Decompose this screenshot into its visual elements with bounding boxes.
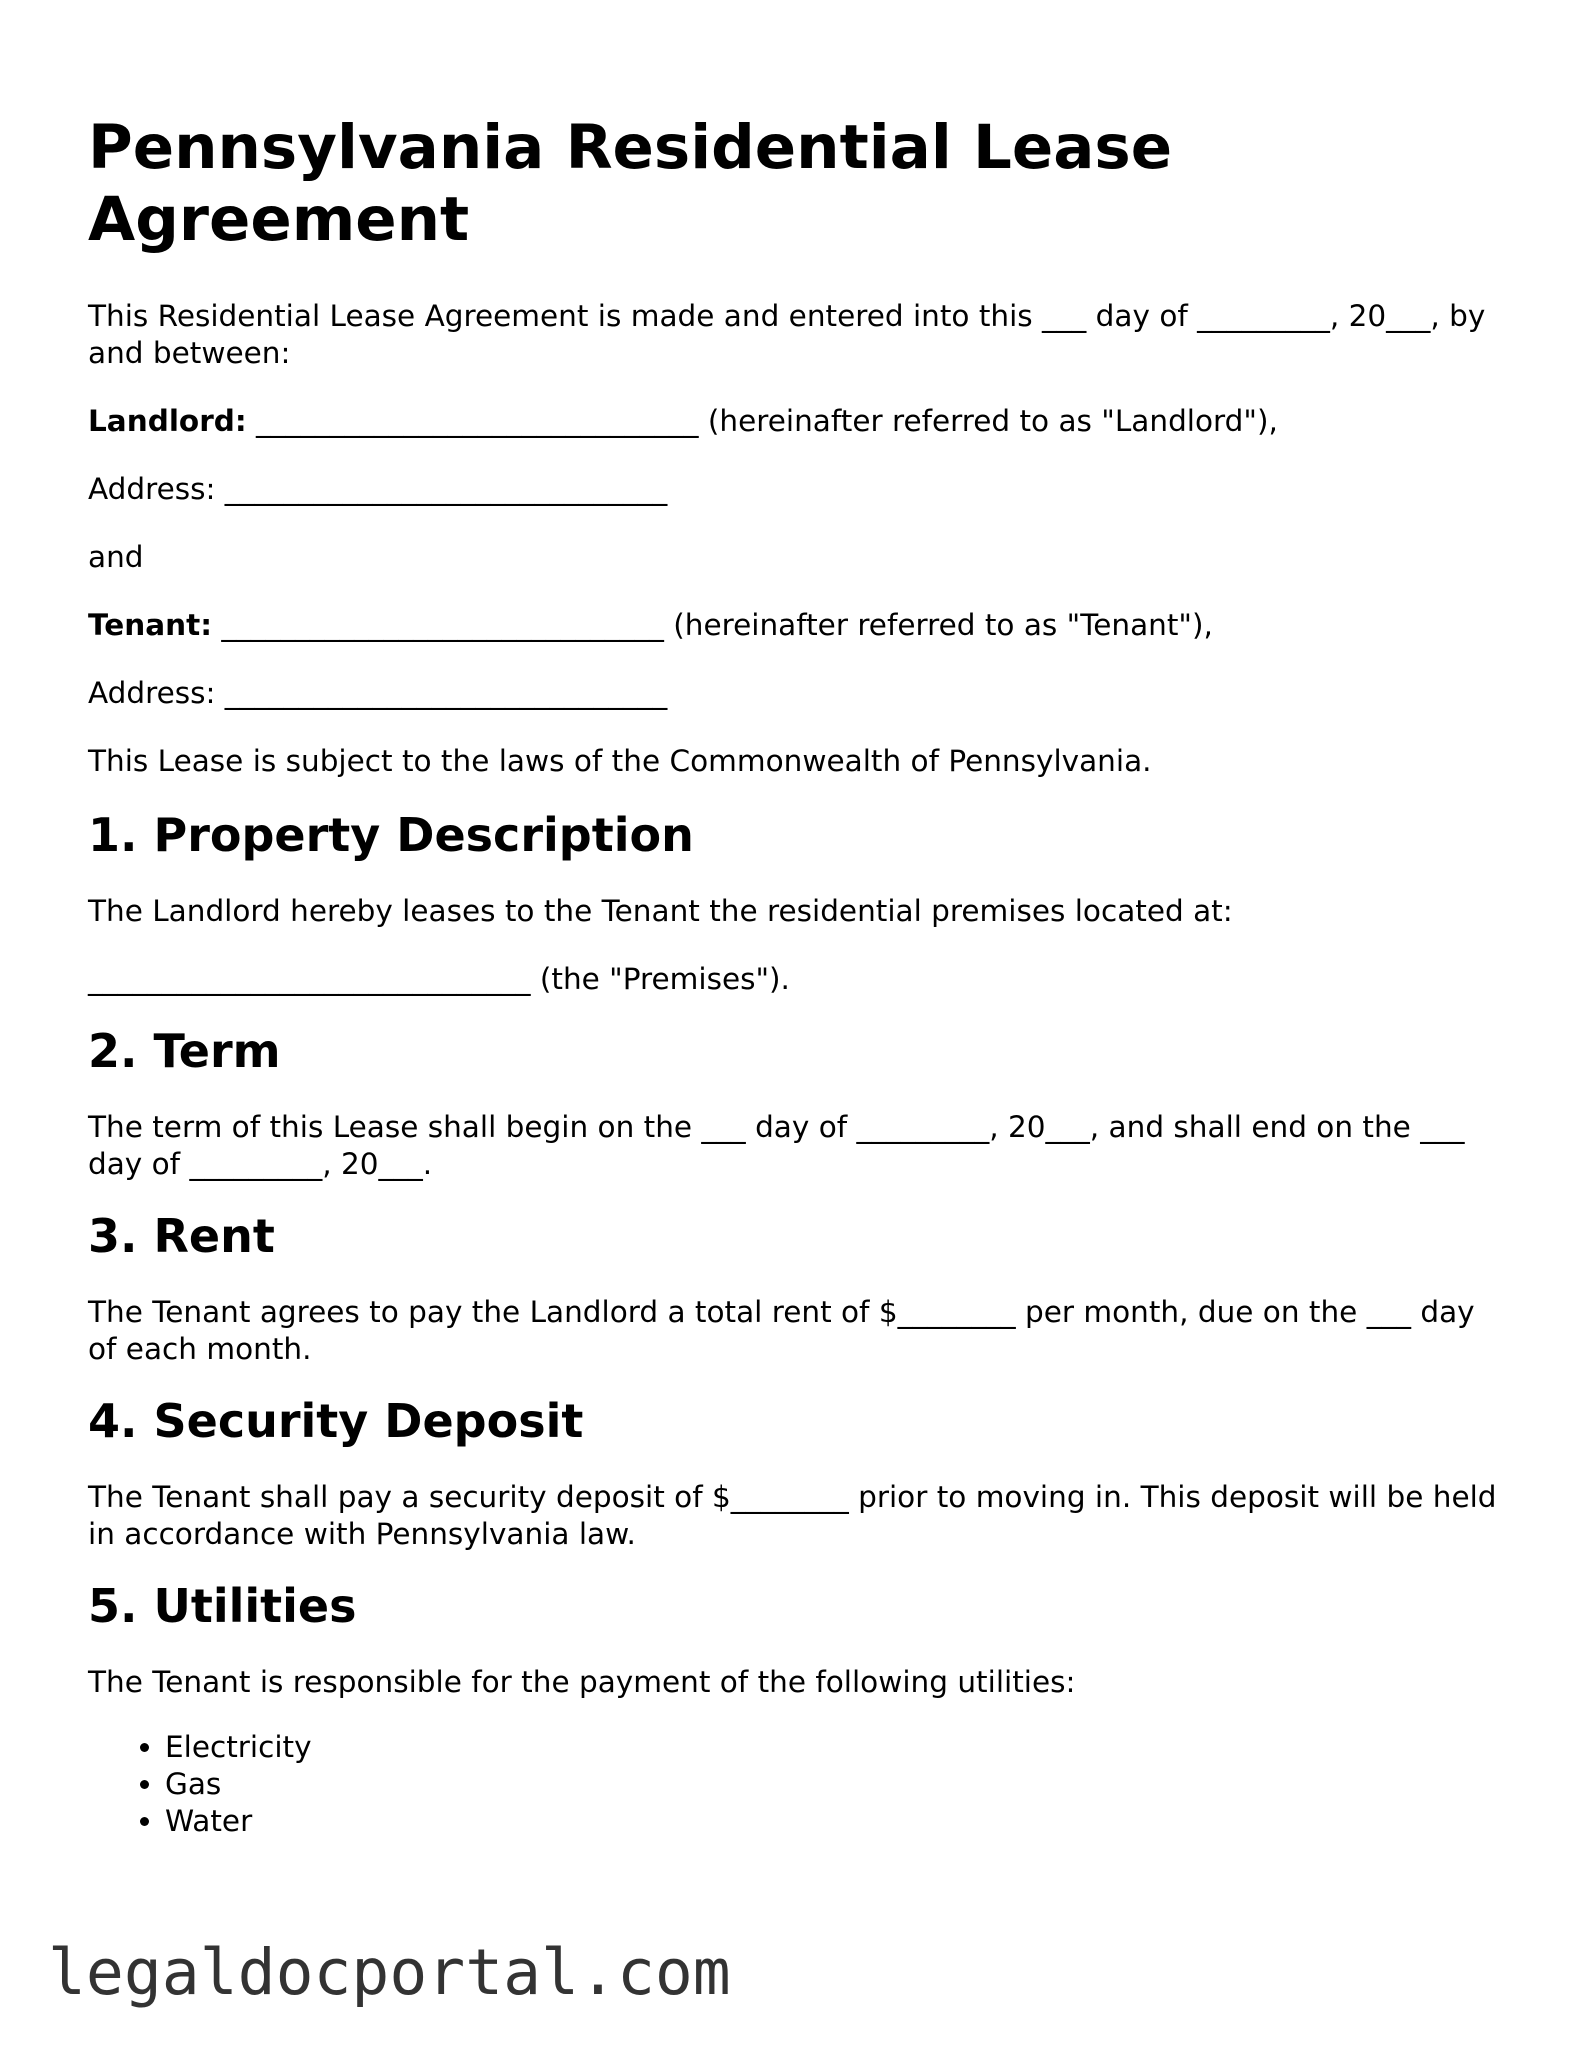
section-heading-property: 1. Property Description — [88, 808, 694, 862]
list-item: • Gas — [165, 1766, 1508, 1803]
and-line: and — [88, 540, 144, 574]
list-item: • Water — [165, 1803, 1508, 1840]
deposit-paragraph: The Tenant shall pay a security deposit of $________ prior to moving in. This deposit will be held in accordance with Pennsylvania law. — [88, 1480, 1497, 1551]
utilities-list — [88, 1729, 1508, 1840]
governing-law-paragraph: This Lease is subject to the laws of the Commonwealth of Pennsylvania. — [88, 744, 1152, 778]
landlord-label: Landlord: — [88, 404, 247, 438]
term-paragraph: The term of this Lease shall begin on the ___ day of _________, 20___, and shall end on the ___ day of _________, 20___. — [88, 1110, 1465, 1181]
intro-paragraph: This Residential Lease Agreement is made and entered into this ___ day of _________, 20___, by and between: — [88, 299, 1486, 370]
tenant-text: ______________________________ (hereinafter referred to as "Tenant"), — [212, 608, 1213, 642]
site-watermark: legaldocportal.com — [48, 1936, 731, 2009]
premises-line: ______________________________ (the "Premises"). — [88, 962, 790, 996]
document-page — [88, 112, 1508, 1840]
tenant-line — [88, 607, 1508, 644]
landlord-address-line: Address: ______________________________ — [88, 472, 668, 506]
section-heading-rent: 3. Rent — [88, 1209, 275, 1263]
tenant-label: Tenant: — [88, 608, 213, 642]
section-heading-term: 2. Term — [88, 1024, 281, 1078]
list-item: • Electricity — [165, 1729, 1508, 1766]
section-heading-utilities: 5. Utilities — [88, 1579, 357, 1633]
landlord-line — [88, 403, 1508, 440]
document-title: Pennsylvania Residential Lease Agreement — [88, 112, 1173, 255]
rent-paragraph: The Tenant agrees to pay the Landlord a total rent of $________ per month, due on the ___ day of each month. — [88, 1295, 1475, 1366]
utilities-paragraph: The Tenant is responsible for the payment of the following utilities: — [88, 1665, 1076, 1699]
property-paragraph: The Landlord hereby leases to the Tenant the residential premises located at: — [88, 894, 1233, 928]
section-heading-deposit: 4. Security Deposit — [88, 1394, 584, 1448]
tenant-address-line: Address: ______________________________ — [88, 676, 668, 710]
landlord-text: ______________________________ (hereinafter referred to as "Landlord"), — [246, 404, 1278, 438]
